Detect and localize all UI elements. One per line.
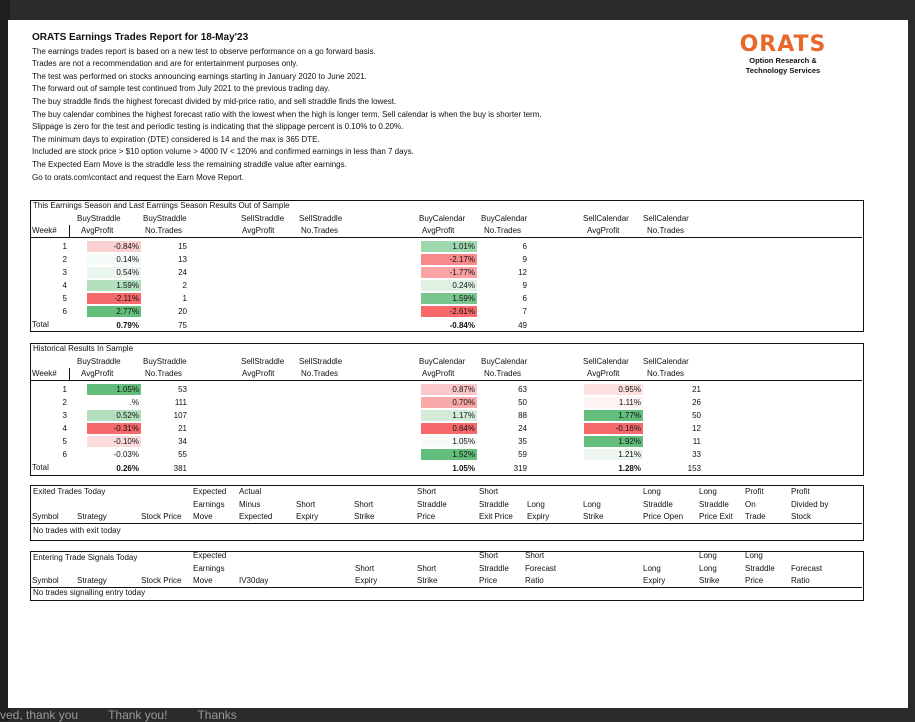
buy-calendar-avg-profit: -2.61% (421, 306, 477, 317)
sell-calendar-no-trades: 50 (692, 411, 701, 420)
table-title: Exited Trades Today (33, 487, 106, 496)
total-label: Total (32, 320, 49, 329)
col-header: IV30day (239, 576, 269, 585)
buy-calendar-total-avg: -0.84% (449, 321, 475, 330)
col-header-avg-profit: AvgProfit (422, 226, 455, 235)
buy-calendar-no-trades: 12 (518, 268, 527, 277)
col-header-sell-straddle: SellStraddle (241, 214, 285, 223)
col-header-week: Week# (32, 369, 57, 378)
buy-calendar-no-trades: 63 (518, 385, 527, 394)
buy-calendar-avg-profit: 1.59% (421, 293, 477, 304)
buy-straddle-avg-profit: 2.77% (87, 306, 141, 317)
background-reply-chips (0, 708, 915, 721)
col-header-avg-profit: AvgProfit (587, 369, 620, 378)
buy-straddle-no-trades: 1 (182, 294, 187, 303)
buy-calendar-no-trades: 7 (522, 307, 527, 316)
col-header: Short (355, 563, 375, 573)
col-header: Stock Price (141, 576, 182, 585)
col-header: Short (417, 563, 437, 573)
col-header: Divided by (791, 499, 829, 509)
col-header: Straddle (479, 563, 509, 573)
col-header: Straddle (417, 499, 447, 509)
col-header: Forecast (525, 563, 557, 573)
buy-straddle-total-trades: 381 (173, 464, 187, 473)
col-header-buy-straddle: BuyStraddle (77, 357, 121, 366)
buy-calendar-no-trades: 6 (522, 242, 527, 251)
buy-calendar-no-trades: 88 (518, 411, 527, 420)
col-header: Long (699, 487, 717, 496)
col-header: Long (527, 499, 545, 509)
sell-calendar-avg-profit: 1.21% (584, 449, 643, 460)
orats-logo-mark: ORATS (739, 32, 827, 57)
orats-logo-line1: Option Research & (749, 56, 817, 65)
report-description-line: The minimum days to expiration (DTE) considered is 14 and the max is 365 DTE. (32, 134, 320, 144)
col-header-no-trades: No.Trades (301, 369, 339, 378)
buy-straddle-no-trades: 2 (182, 281, 187, 290)
col-header-no-trades: No.Trades (647, 369, 685, 378)
empty-message: No trades signalling entry today (33, 588, 146, 597)
col-header: Long (699, 551, 717, 560)
sell-calendar-no-trades: 26 (692, 398, 701, 407)
background-chip: Thanks (197, 708, 237, 722)
week-number: 1 (62, 385, 67, 394)
header-divider (31, 523, 862, 524)
col-header-no-trades: No.Trades (145, 226, 183, 235)
col-header: Long (643, 487, 661, 496)
buy-calendar-no-trades: 24 (518, 424, 527, 433)
col-header-buy-calendar: BuyCalendar (419, 357, 466, 366)
sell-calendar-avg-profit: 1.92% (584, 436, 643, 447)
report-description-line: Trades are not a recommendation and are for entertainment purposes only. (32, 59, 298, 69)
col-header: Strategy (77, 576, 107, 585)
report-description-line: Slippage is zero for the test and periodic testing is indicating that the slippage percent is 0.10% to 0.20%. (32, 122, 404, 132)
col-header: Long (643, 563, 661, 573)
sell-calendar-no-trades: 33 (692, 450, 701, 459)
col-header-buy-straddle: BuyStraddle (143, 357, 187, 366)
buy-straddle-avg-profit: -0.84% (87, 241, 141, 252)
sell-calendar-total-avg: 1.28% (618, 464, 641, 473)
season-results-table (30, 200, 864, 332)
buy-calendar-no-trades: 6 (522, 294, 527, 303)
buy-calendar-avg-profit: 0.64% (421, 423, 477, 434)
buy-calendar-no-trades: 59 (518, 450, 527, 459)
col-header-sell-calendar: SellCalendar (643, 357, 689, 366)
col-header: Symbol (32, 512, 59, 521)
buy-straddle-avg-profit: 0.52% (87, 410, 141, 421)
col-header: Expected (193, 551, 227, 560)
report-description (32, 46, 542, 185)
col-header-avg-profit: AvgProfit (81, 369, 114, 378)
col-header: Earnings (193, 563, 225, 573)
buy-straddle-no-trades: 21 (178, 424, 187, 433)
report-description-line: The buy straddle finds the highest forecast divided by mid-price ratio, and sell straddle finds the lowest. (32, 96, 397, 106)
col-header: Straddle (643, 499, 673, 509)
sell-calendar-total-trades: 153 (687, 464, 701, 473)
col-header: Straddle (745, 563, 775, 573)
week-number: 6 (62, 307, 67, 316)
column-divider (69, 225, 70, 237)
sell-calendar-avg-profit: -0.16% (584, 423, 643, 434)
col-header: Price Exit (699, 512, 733, 521)
background-chip: ved, thank you (0, 708, 79, 722)
col-header-sell-straddle: SellStraddle (299, 214, 343, 223)
col-header-no-trades: No.Trades (301, 226, 339, 235)
buy-calendar-avg-profit: -1.77% (421, 267, 477, 278)
col-header: Profit (791, 487, 810, 496)
col-header: Symbol (32, 576, 59, 585)
col-header: Straddle (479, 499, 509, 509)
buy-straddle-no-trades: 55 (178, 450, 187, 459)
report-page (8, 20, 908, 708)
buy-calendar-avg-profit: 1.17% (421, 410, 477, 421)
buy-straddle-avg-profit: -0.10% (87, 436, 141, 447)
col-header: Price (479, 576, 498, 585)
buy-calendar-no-trades: 35 (518, 437, 527, 446)
col-header: Long (583, 499, 601, 509)
report-description-line: The forward out of sample test continued from July 2021 to the previous trading day. (32, 84, 330, 94)
buy-straddle-no-trades: 13 (178, 255, 187, 264)
background-chip: Thank you! (108, 708, 168, 722)
buy-straddle-no-trades: 111 (174, 398, 187, 407)
col-header: Trade (745, 512, 766, 521)
buy-straddle-total-avg: 0.79% (116, 321, 139, 330)
col-header: Expiry (355, 576, 378, 585)
col-header: Strike (354, 512, 375, 521)
sell-calendar-avg-profit: 0.95% (584, 384, 643, 395)
buy-straddle-total-avg: 0.26% (116, 464, 139, 473)
exited-trades-table (30, 485, 864, 541)
table-title: Entering Trade Signals Today (33, 553, 138, 562)
col-header-buy-straddle: BuyStraddle (77, 214, 121, 223)
orats-logo-line2: Technology Services (745, 66, 821, 75)
empty-message: No trades with exit today (33, 526, 121, 535)
col-header: Minus (239, 499, 261, 509)
col-header: Move (193, 512, 213, 521)
buy-calendar-avg-profit: 0.70% (421, 397, 477, 408)
sell-calendar-no-trades: 11 (692, 437, 701, 446)
col-header: On (745, 499, 756, 509)
buy-straddle-avg-profit: -0.03% (87, 449, 141, 460)
col-header-sell-calendar: SellCalendar (643, 214, 689, 223)
report-description-line: The test was performed on stocks announcing earnings starting in January 2020 to June 2021. (32, 71, 367, 81)
col-header: Short (417, 487, 437, 496)
col-header-no-trades: No.Trades (484, 226, 522, 235)
buy-calendar-avg-profit: 1.05% (421, 436, 477, 447)
col-header: Expiry (296, 512, 319, 521)
week-number: 5 (62, 437, 67, 446)
col-header: Short (525, 551, 545, 560)
week-number: 2 (62, 255, 67, 264)
buy-straddle-avg-profit: 0.54% (87, 267, 141, 278)
report-description-line: The Expected Earn Move is the straddle less the remaining straddle value after earnings. (32, 159, 347, 169)
buy-calendar-no-trades: 50 (518, 398, 527, 407)
buy-straddle-avg-profit: .% (87, 397, 141, 408)
col-header-buy-calendar: BuyCalendar (419, 214, 466, 223)
col-header: Strike (699, 576, 720, 585)
buy-straddle-avg-profit: 1.59% (87, 280, 141, 291)
col-header-avg-profit: AvgProfit (242, 226, 275, 235)
report-description-line: The buy calendar combines the highest forecast ratio with the lowest when the high is longer term. Sell calendar is when the buy is shorter term. (32, 109, 542, 119)
report-header (32, 32, 542, 184)
header-divider (31, 237, 862, 238)
col-header-no-trades: No.Trades (647, 226, 685, 235)
col-header-no-trades: No.Trades (145, 369, 183, 378)
table-title: Historical Results In Sample (33, 344, 134, 353)
col-header: Exit Price (479, 512, 513, 521)
buy-calendar-no-trades: 9 (522, 255, 527, 264)
report-description-line: The earnings trades report is based on a new test to observe performance on a go forward basis. (32, 46, 376, 56)
buy-calendar-avg-profit: 0.87% (421, 384, 477, 395)
week-number: 2 (62, 398, 67, 407)
col-header: Forecast (791, 563, 823, 573)
orats-logo (738, 34, 828, 76)
buy-straddle-no-trades: 20 (178, 307, 187, 316)
report-title: ORATS Earnings Trades Report for 18-May'23 (32, 32, 249, 43)
col-header: Short (296, 499, 316, 509)
col-header-avg-profit: AvgProfit (422, 369, 455, 378)
week-number: 4 (62, 424, 67, 433)
col-header: Expiry (643, 576, 666, 585)
col-header: Strike (583, 512, 604, 521)
buy-calendar-avg-profit: 0.24% (421, 280, 477, 291)
buy-straddle-total-trades: 75 (178, 321, 187, 330)
week-number: 1 (62, 242, 67, 251)
col-header: Profit (745, 487, 764, 496)
header-divider (31, 587, 862, 588)
col-header: Stock Price (141, 512, 182, 521)
col-header-sell-calendar: SellCalendar (583, 214, 629, 223)
col-header-buy-straddle: BuyStraddle (143, 214, 187, 223)
week-number: 4 (62, 281, 67, 290)
col-header: Expected (239, 512, 273, 521)
col-header: Move (193, 576, 213, 585)
col-header: Price Open (643, 512, 684, 521)
col-header: Ratio (791, 576, 810, 585)
col-header: Straddle (699, 499, 729, 509)
col-header-buy-calendar: BuyCalendar (481, 357, 528, 366)
col-header-buy-calendar: BuyCalendar (481, 214, 528, 223)
buy-straddle-no-trades: 24 (178, 268, 187, 277)
entering-signals-table (30, 551, 864, 601)
col-header: Earnings (193, 499, 225, 509)
week-number: 5 (62, 294, 67, 303)
buy-calendar-total-avg: 1.05% (452, 464, 475, 473)
col-header: Long (745, 551, 763, 560)
col-header-sell-straddle: SellStraddle (299, 357, 343, 366)
buy-calendar-avg-profit: 1.01% (421, 241, 477, 252)
col-header: Actual (239, 487, 262, 496)
buy-straddle-avg-profit: -0.31% (87, 423, 141, 434)
sell-calendar-no-trades: 12 (692, 424, 701, 433)
col-header-avg-profit: AvgProfit (81, 226, 114, 235)
col-header: Price (745, 576, 764, 585)
buy-straddle-avg-profit: 0.14% (87, 254, 141, 265)
col-header: Ratio (525, 576, 544, 585)
buy-straddle-no-trades: 34 (178, 437, 187, 446)
buy-calendar-total-trades: 319 (513, 464, 527, 473)
sell-calendar-no-trades: 21 (692, 385, 701, 394)
col-header: Short (479, 551, 499, 560)
header-divider (31, 380, 862, 381)
col-header: Price (417, 512, 436, 521)
week-number: 6 (62, 450, 67, 459)
sell-calendar-avg-profit: 1.11% (584, 397, 643, 408)
col-header: Short (354, 499, 374, 509)
buy-straddle-no-trades: 53 (178, 385, 187, 394)
report-description-line: Included are stock price > $10 option volume > 4000 IV < 120% and confirmed earnings in less than 7 days. (32, 147, 414, 157)
col-header: Long (699, 563, 717, 573)
buy-calendar-no-trades: 9 (522, 281, 527, 290)
col-header: Expected (193, 487, 227, 496)
buy-calendar-total-trades: 49 (518, 321, 527, 330)
col-header-sell-straddle: SellStraddle (241, 357, 285, 366)
total-label: Total (32, 463, 49, 472)
col-header: Expiry (527, 512, 550, 521)
week-number: 3 (62, 268, 67, 277)
col-header-avg-profit: AvgProfit (587, 226, 620, 235)
buy-straddle-avg-profit: 1.05% (87, 384, 141, 395)
col-header-avg-profit: AvgProfit (242, 369, 275, 378)
col-header-no-trades: No.Trades (484, 369, 522, 378)
week-number: 3 (62, 411, 67, 420)
column-divider (69, 368, 70, 380)
buy-calendar-avg-profit: -2.17% (421, 254, 477, 265)
historical-results-table (30, 343, 864, 476)
col-header: Strike (417, 576, 438, 585)
col-header: Short (479, 487, 499, 496)
buy-straddle-no-trades: 15 (178, 242, 187, 251)
col-header: Stock (791, 512, 812, 521)
col-header-sell-calendar: SellCalendar (583, 357, 629, 366)
col-header-week: Week# (32, 226, 57, 235)
buy-straddle-avg-profit: -2.11% (87, 293, 141, 304)
sell-calendar-avg-profit: 1.77% (584, 410, 643, 421)
table-title: This Earnings Season and Last Earnings Season Results Out of Sample (33, 201, 290, 210)
buy-straddle-no-trades: 107 (173, 411, 187, 420)
report-description-line: Go to orats.com\contact and request the Earn Move Report. (32, 172, 245, 182)
buy-calendar-avg-profit: 1.52% (421, 449, 477, 460)
col-header: Strategy (77, 512, 107, 521)
